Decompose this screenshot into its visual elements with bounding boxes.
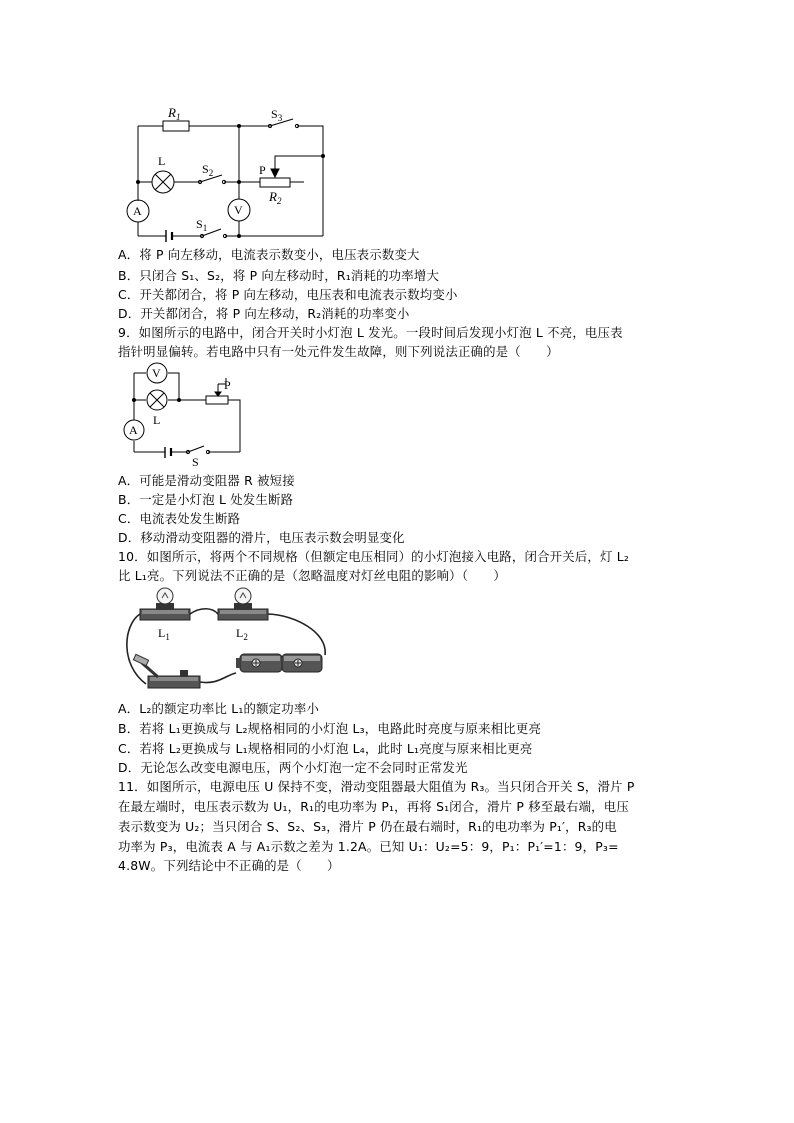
label-s: S bbox=[192, 455, 199, 469]
q8-option-b: B．只闭合 S₁、S₂，将 P 向左移动时，R₁消耗的功率增大 bbox=[118, 268, 440, 283]
q9-stem-line2: 指针明显偏转。若电路中只有一处元件发生故障，则下列说法正确的是（ ） bbox=[118, 344, 559, 359]
q10-option-b: B．若将 L₁更换成与 L₂规格相同的小灯泡 L₃，电路此时亮度与原来相比更亮 bbox=[118, 721, 542, 736]
label-l1: L bbox=[158, 626, 166, 640]
svg-text:L2: $L_2$ bbox=[236, 626, 248, 642]
q8-option-c: C．开关都闭合，将 P 向左移动，电压表和电流表示数均变小 bbox=[118, 287, 458, 302]
label-s3: S bbox=[271, 107, 278, 121]
svg-text:R1: $R_1$ bbox=[168, 105, 181, 122]
label-p: P bbox=[259, 163, 266, 177]
q9-option-c: C．电流表处发生断路 bbox=[118, 511, 241, 526]
q8-option-d: D．开关都闭合，将 P 向左移动，R₂消耗的功率变小 bbox=[118, 306, 410, 321]
svg-text:S3: $S_3$ bbox=[271, 107, 283, 123]
label-l: L bbox=[158, 154, 166, 168]
label-l: L bbox=[153, 413, 161, 427]
label-r2: R bbox=[269, 189, 277, 204]
q8-option-a: A．将 P 向左移动，电流表示数变小，电压表示数变大 bbox=[118, 247, 420, 262]
label-p: P bbox=[224, 378, 231, 392]
svg-text:S2: $S_2$ bbox=[202, 162, 214, 178]
q10-stem-line1: 10．如图所示，将两个不同规格（但额定电压相同）的小灯泡接入电路，闭合开关后，灯 L₂ bbox=[118, 549, 630, 564]
circuit-photo-q10 bbox=[118, 585, 333, 697]
ammeter-a: A bbox=[129, 423, 138, 437]
circuit-diagram-q9 bbox=[120, 362, 250, 470]
q11-line3: 表示数变为 U₂；当只闭合 S、S₂、S₃，滑片 P 仍在最右端时，R₁的电功率为 P₁′，R₃的电 bbox=[118, 819, 617, 834]
bulb-l1-icon bbox=[157, 588, 173, 604]
q9-option-b: B．一定是小灯泡 L 处发生断路 bbox=[118, 492, 294, 507]
label-r1: R bbox=[168, 105, 176, 120]
svg-text:L1: $L_1$ bbox=[158, 626, 170, 642]
svg-text:S1: $S_1$ bbox=[196, 217, 208, 233]
q9-option-a: A．可能是滑动变阻器 R 被短接 bbox=[118, 473, 295, 488]
q10-stem-line2: 比 L₁亮。下列说法不正确的是（忽略温度对灯丝电阻的影响）（ ） bbox=[118, 568, 506, 583]
svg-text:R2: $R_2$ bbox=[269, 189, 282, 206]
q11-line5: 4.8W。下列结论中不正确的是（ ） bbox=[118, 858, 340, 873]
ammeter-a: A bbox=[133, 204, 142, 218]
voltmeter-v: V bbox=[152, 366, 161, 380]
q9-option-d: D．移动滑动变阻器的滑片，电压表示数会明显变化 bbox=[118, 530, 405, 545]
q11-line2: 在最左端时，电压表示数为 U₁，R₁的电功率为 P₁，再将 S₁闭合，滑片 P 移至最右端，电压 bbox=[118, 799, 629, 814]
q10-option-c: C．若将 L₂更换成与 L₁规格相同的小灯泡 L₄，此时 L₁亮度与原来相比更亮 bbox=[118, 741, 533, 756]
bulb-l2-icon bbox=[235, 588, 251, 604]
q10-option-a: A．L₂的额定功率比 L₁的额定功率小 bbox=[118, 701, 320, 716]
label-s2: S bbox=[202, 162, 209, 176]
circuit-diagram-q8 bbox=[120, 100, 340, 245]
q11-line4: 功率为 P₃，电流表 A 与 A₁示数之差为 1.2A。已知 U₁：U₂=5：9，P₁：P₁′=1：9，P₃= bbox=[118, 839, 619, 854]
q10-option-d: D．无论怎么改变电源电压，两个小灯泡一定不会同时正常发光 bbox=[118, 760, 468, 775]
voltmeter-v: V bbox=[234, 203, 243, 217]
q11-line1: 11．如图所示，电源电压 U 保持不变，滑动变阻器最大阻值为 R₃。当只闭合开关 S，滑片 P bbox=[118, 779, 635, 794]
label-s1: S bbox=[196, 217, 203, 231]
battery-pack bbox=[236, 654, 322, 672]
label-l2: L bbox=[236, 626, 244, 640]
q9-stem-line1: 9．如图所示的电路中，闭合开关时小灯泡 L 发光。一段时间后发现小灯泡 L 不亮，电压表 bbox=[118, 325, 623, 340]
